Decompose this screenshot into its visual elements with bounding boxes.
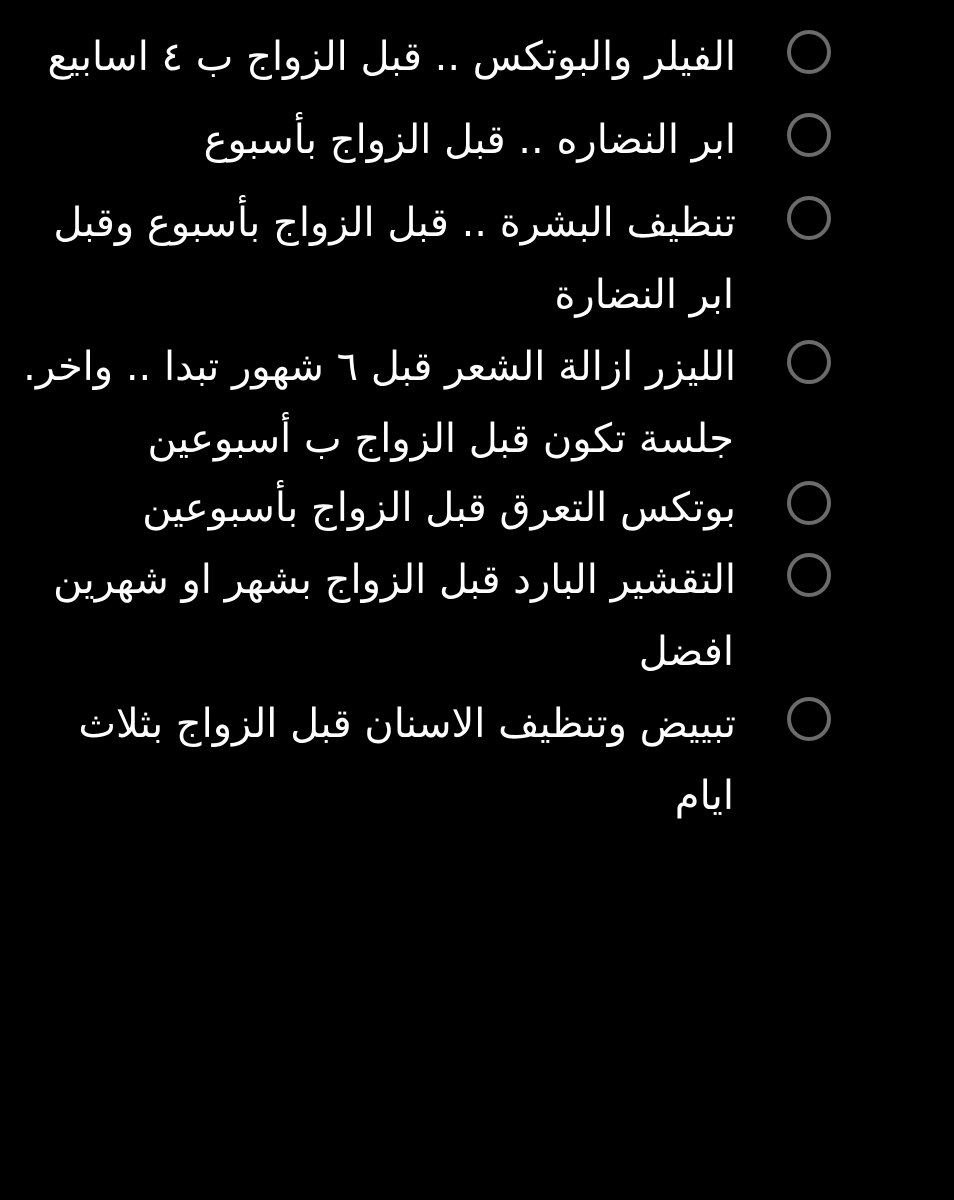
checklist-item-label xyxy=(84,104,804,176)
label-line: بوتكس التعرق قبل الزواج بأسبوعين xyxy=(142,485,736,531)
label-line: الليزر ازالة الشعر قبل ٦ شهور تبدا .. واخر. xyxy=(23,344,736,390)
label-line: جلسة تكون قبل الزواج ب أسبوعين xyxy=(147,416,734,462)
checklist-item-label xyxy=(23,331,804,475)
label-line: ابر النضاره .. قبل الزواج بأسبوع xyxy=(203,117,736,163)
label-line: التقشير البارد قبل الزواج بشهر او شهرين xyxy=(53,557,736,603)
label-line: تنظيف البشرة .. قبل الزواج بأسبوع وقبل xyxy=(53,200,736,246)
label-line: الفيلر والبوتكس .. قبل الزواج ب ٤ اسابيع xyxy=(47,34,736,80)
label-line: ايام xyxy=(674,773,734,819)
checklist-item-label xyxy=(78,688,804,832)
label-line: ابر النضارة xyxy=(554,272,734,318)
label-line: افضل xyxy=(638,629,734,675)
label-line: تبييض وتنظيف الاسنان قبل الزواج بثلاث xyxy=(78,701,736,747)
checklist-item-label xyxy=(84,472,804,544)
checklist-item-label xyxy=(47,21,804,93)
checklist-item-label xyxy=(53,187,804,331)
checklist-item-label xyxy=(53,544,804,688)
